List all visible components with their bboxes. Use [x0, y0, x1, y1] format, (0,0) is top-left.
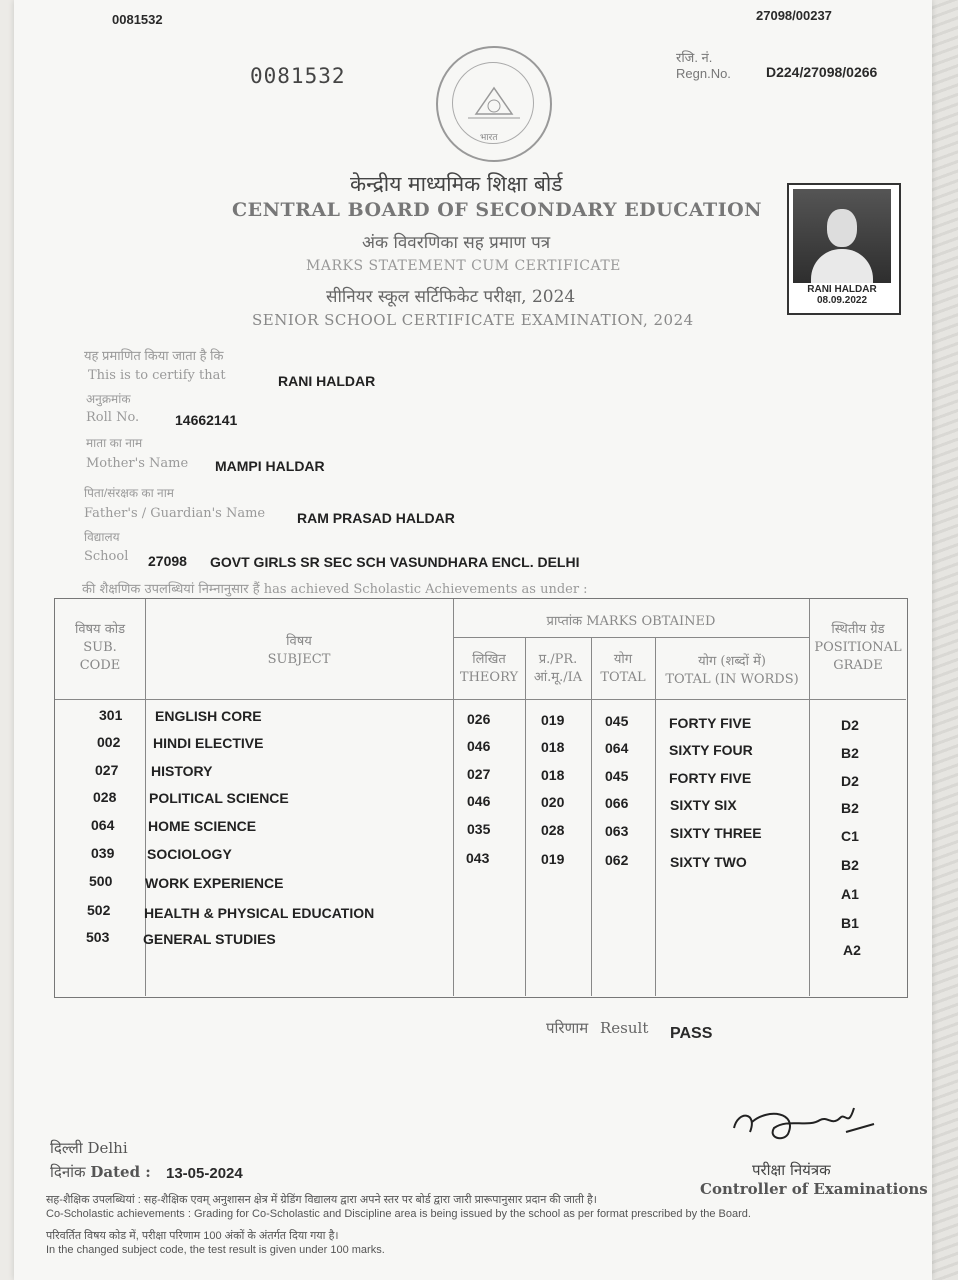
student-name: RANI HALDAR — [278, 373, 376, 389]
header-practical: आं.मू./IA — [533, 670, 583, 685]
header-subject-hindi: विषय — [286, 634, 312, 649]
school-code: 27098 — [148, 553, 187, 569]
controller-signature — [728, 1098, 878, 1153]
header-total-words: TOTAL (IN WORDS) — [665, 672, 799, 687]
exam-title-hindi: सीनियर स्कूल सर्टिफिकेट परीक्षा, 2024 — [326, 287, 576, 307]
achievements-intro: की शैक्षणिक उपलब्धियां निम्नानुसार हैं has achieved Scholastic Achievements as under : — [82, 582, 588, 597]
school-label-hindi: विद्यालय — [84, 530, 120, 544]
header-marks-obtained: प्राप्तांक MARKS OBTAINED — [546, 614, 716, 629]
certify-label: This is to certify that — [88, 368, 226, 383]
regn-label-hindi: रजि. नं. — [676, 50, 713, 65]
footnote-hindi-2: परिवर्तित विषय कोड में, परीक्षा परिणाम 100 अंकों के अंतर्गत दिया गया है। — [46, 1230, 339, 1242]
doc-title: MARKS STATEMENT CUM CERTIFICATE — [306, 258, 621, 274]
controller-title: Controller of Examinations — [700, 1180, 928, 1198]
footnote-1: Co-Scholastic achievements : Grading for Co-Scholastic and Discipline area is being issued by the school as per format prescribed by the Board. — [46, 1208, 751, 1220]
header-code-hindi: विषय कोड — [74, 622, 126, 637]
student-photo: RANI HALDAR 08.09.2022 — [787, 183, 901, 315]
mother-name: MAMPI HALDAR — [215, 458, 325, 474]
certify-label-hindi: यह प्रमाणित किया जाता है कि — [84, 348, 224, 363]
exam-title: SENIOR SCHOOL CERTIFICATE EXAMINATION, 2024 — [252, 311, 694, 329]
doc-title-hindi: अंक विवरणिका सह प्रमाण पत्र — [362, 233, 551, 253]
school-name: GOVT GIRLS SR SEC SCH VASUNDHARA ENCL. DELHI — [210, 554, 580, 570]
father-label: Father's / Guardian's Name — [84, 506, 266, 521]
header-grade: POSITIONAL — [814, 640, 902, 655]
dated-label: Dated : — [90, 1163, 151, 1181]
corner-serial: 0081532 — [112, 12, 163, 27]
header-subject: SUBJECT — [267, 652, 331, 667]
board-title: CENTRAL BOARD OF SECONDARY EDUCATION — [232, 199, 762, 221]
header-theory: THEORY — [459, 670, 519, 685]
result-value: PASS — [670, 1025, 713, 1042]
header-code: SUB. — [83, 640, 117, 655]
paper-edge — [932, 0, 958, 1280]
marks-table: विषय कोड SUB. CODE विषय SUBJECT प्राप्तांक MARKS OBTAINED लिखित THEORY प्र./PR. आं.मू./IA योग TOTAL योग (शब्दों में) TOTAL (IN WORDS) स्थितीय ग्रेड POSITIONAL GRADE 301 ENGLISH CORE 026 019 045 FORTY FIVE D2 002 HINDI ELECTIVE 046 018 064 SIXTY FOUR B2 027 HISTORY 027 018 045 FORTY FIVE D2 028 POLITICAL SCIENCE 046 020 066 SIXTY SIX B2 064 HOME SCIENCE 035 028 063 SIXTY THREE C1 039 SOCIOLOGY 043 019 062 SIXTY TWO B2 500 WORK EXPERIENCE A1 502 HEALTH & PHYSICAL EDUCATION B1 503 GENERAL STUDIES A2 — [54, 598, 908, 998]
regn-label: Regn.No. — [676, 66, 731, 81]
result-label: Result — [600, 1019, 649, 1037]
father-name: RAM PRASAD HALDAR — [297, 510, 455, 526]
roll-number: 14662141 — [175, 412, 238, 428]
place-hindi: दिल्ली — [50, 1139, 83, 1157]
result-label-hindi: परिणाम — [546, 1019, 589, 1037]
mother-label-hindi: माता का नाम — [86, 436, 143, 450]
issue-date: 13-05-2024 — [166, 1165, 243, 1182]
place: Delhi — [87, 1139, 128, 1157]
corner-ref: 27098/00237 — [756, 8, 832, 23]
serial-number: 0081532 — [250, 64, 346, 88]
roll-label-hindi: अनुक्रमांक — [86, 392, 131, 406]
board-title-hindi: केन्द्रीय माध्यमिक शिक्षा बोर्ड — [350, 172, 563, 196]
father-label-hindi: पिता/संरक्षक का नाम — [84, 486, 174, 500]
regn-number: D224/27098/0266 — [766, 64, 878, 80]
header-grade-hindi: स्थितीय ग्रेड — [831, 622, 885, 637]
dated-label-hindi: दिनांक — [50, 1163, 86, 1181]
footnote-2: In the changed subject code, the test result is given under 100 marks. — [46, 1244, 385, 1256]
school-label: School — [84, 549, 129, 564]
cbse-seal-logo: भारत — [436, 46, 552, 162]
header-total: TOTAL — [600, 670, 646, 685]
footnote-hindi-1: सह-शैक्षिक उपलब्धियां : सह-शैक्षिक एवम् अनुशासन क्षेत्र में ग्रेडिंग विद्यालय द्वारा अपने स्तर पर बोर्ड द्वारा जारी प्रारूपानुसार प्रदान की जाती है। — [46, 1194, 597, 1206]
mother-label: Mother's Name — [86, 456, 189, 471]
controller-title-hindi: परीक्षा नियंत्रक — [752, 1161, 831, 1179]
roll-label: Roll No. — [86, 410, 140, 425]
